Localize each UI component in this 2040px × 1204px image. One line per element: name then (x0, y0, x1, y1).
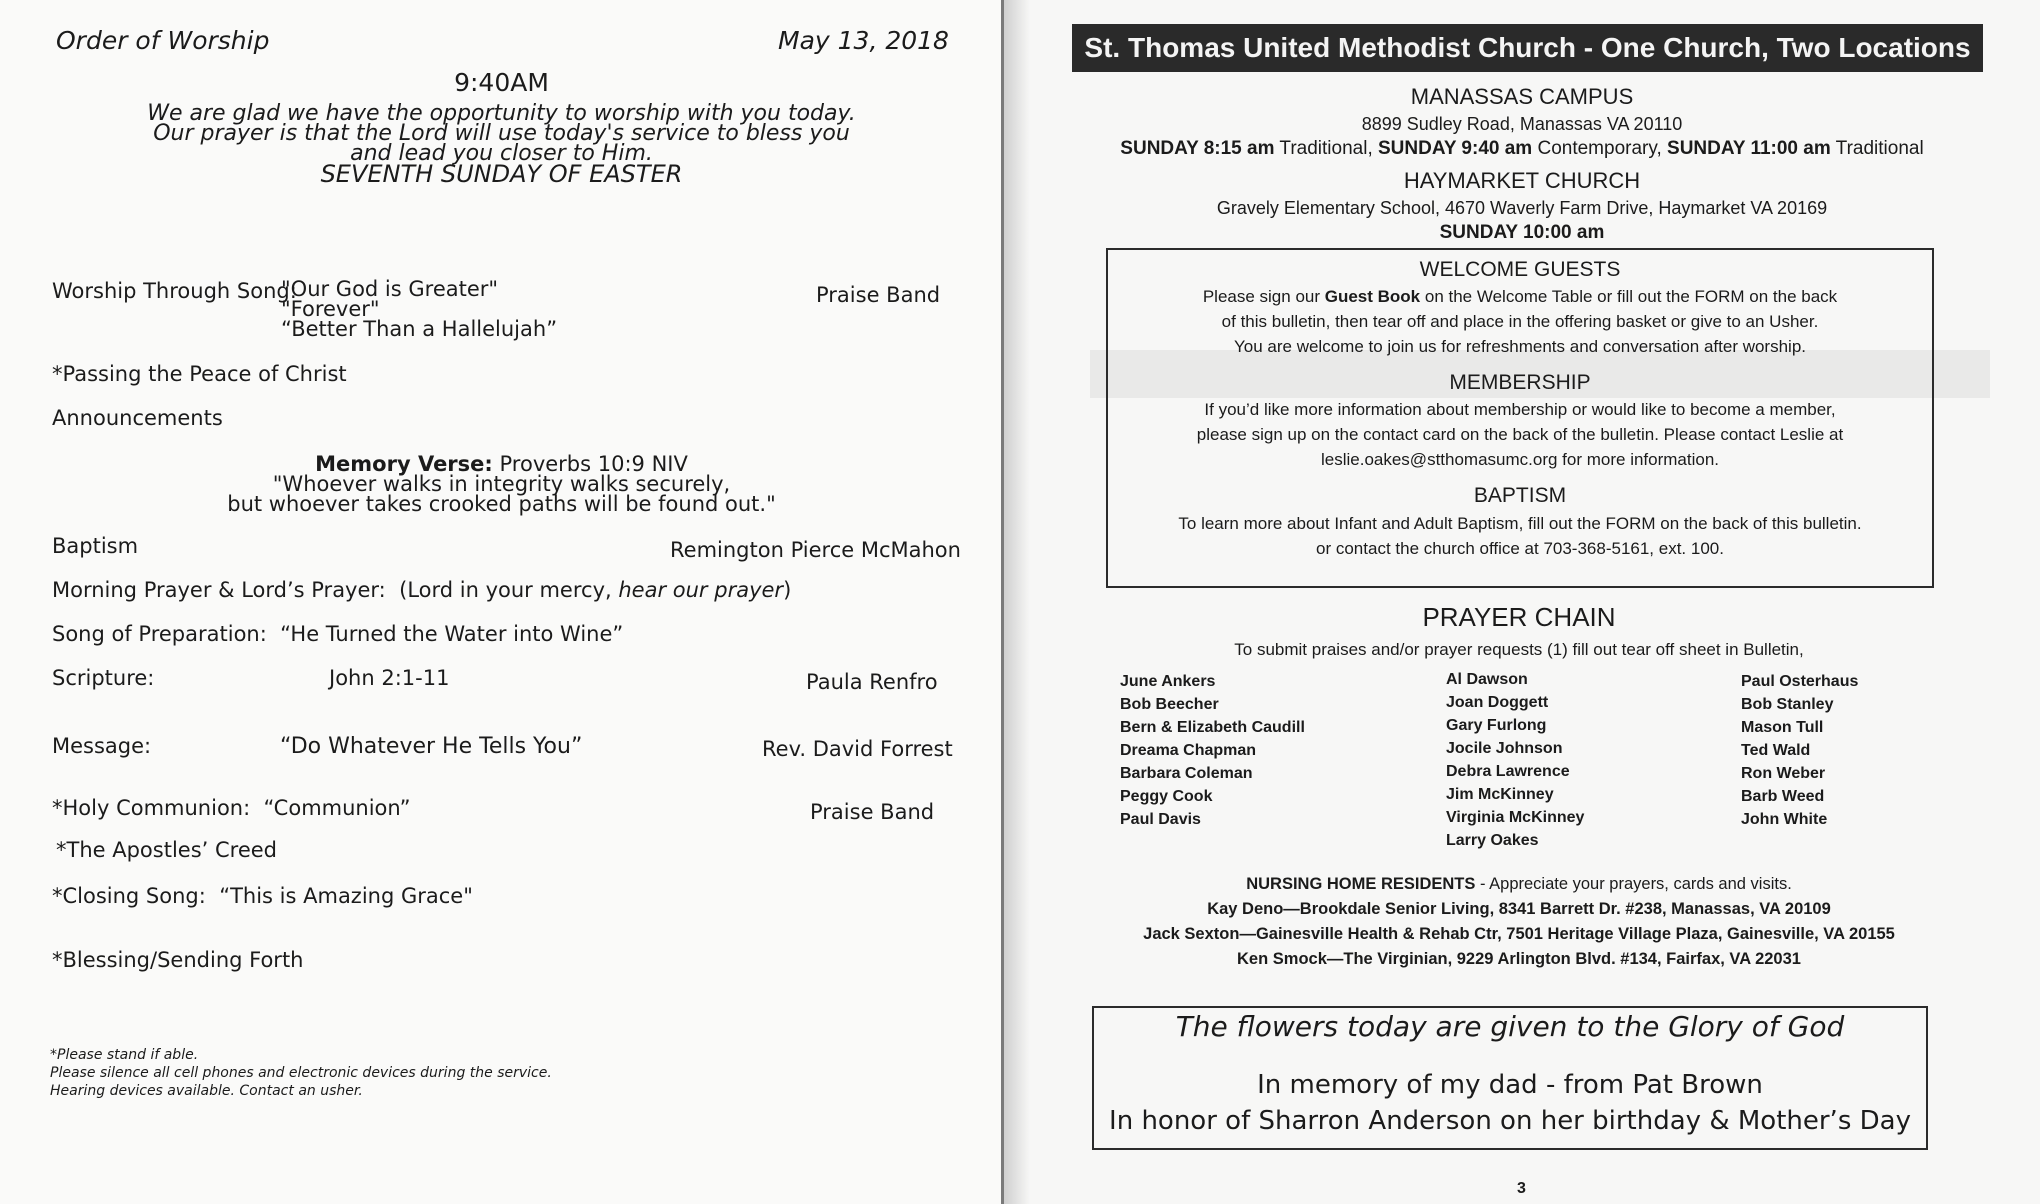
page-number: 3 (1517, 1180, 1526, 1197)
welcome-line: We are glad we have the opportunity to worship with you today. (147, 101, 856, 126)
haymarket-schedule: SUNDAY 10:00 am (1439, 222, 1605, 243)
haymarket-address: Gravely Elementary School, 4670 Waverly Farm Drive, Haymarket VA 20169 (1216, 198, 1828, 218)
church-banner: St. Thomas United Methodist Church - One Church, Two Locations (1072, 24, 1983, 72)
prayer-chain-name: Barb Weed (1741, 788, 1825, 805)
prayer-chain-title: PRAYER CHAIN (1422, 602, 1616, 632)
baptism-candidate: Remington Pierce McMahon (670, 538, 961, 562)
prayer-chain-name: Ron Weber (1741, 765, 1826, 782)
service-time: 9:40AM (454, 68, 549, 97)
closing-song (52, 884, 473, 908)
morning-prayer-response: (Lord in your mercy, (399, 578, 619, 602)
haymarket-church-title: HAYMARKET CHURCH (1403, 168, 1641, 193)
prayer-chain-name: Barbara Coleman (1120, 765, 1253, 782)
morning-prayer: Morning Prayer & Lord’s Prayer: (Lord in your mercy, hear our prayer) (52, 578, 792, 602)
closing-song-label: *Closing Song: (52, 884, 206, 908)
holy-communion-leader: Praise Band (810, 800, 935, 824)
note-line: Please silence all cell phones and electronic devices during the service. (50, 1065, 552, 1081)
prayer-chain-name: Joan Doggett (1446, 694, 1549, 711)
baptism-line: To learn more about Infant and Adult Baptism, fill out the FORM on the back of this bulletin. (1178, 514, 1862, 533)
order-of-worship-title: Order of Worship (56, 26, 270, 55)
welcome-guests-line: Please sign our Guest Book on the Welcome Table or fill out the FORM on the back (1202, 287, 1838, 306)
song-title: “Better Than a Hallelujah” (281, 317, 558, 341)
prayer-chain-name: Gary Furlong (1446, 717, 1547, 734)
welcome-guests-title: WELCOME GUESTS (1419, 258, 1621, 281)
prayer-chain-name: Bern & Elizabeth Caudill (1120, 719, 1305, 736)
memory-verse-label: Memory Verse: (315, 452, 493, 476)
prayer-chain-name: Virginia McKinney (1446, 809, 1585, 826)
memory-verse-line: but whoever takes crooked paths will be found out." (227, 492, 776, 516)
welcome-guests-line: of this bulletin, then tear off and place in the offering basket or give to an Usher. (1221, 312, 1819, 331)
message-title: “Do Whatever He Tells You” (280, 734, 583, 759)
prayer-chain-column-2 (1446, 668, 1584, 852)
welcome-message (0, 101, 1003, 188)
nursing-home-subtitle: - Appreciate your prayers, cards and visits. (1475, 875, 1792, 893)
welcome-guests-line: You are welcome to join us for refreshments and conversation after worship. (1234, 337, 1806, 356)
message-speaker: Rev. David Forrest (762, 737, 953, 761)
song-of-preparation-label: Song of Preparation: (52, 622, 267, 646)
membership-contact-email: leslie.oakes@stthomasumc.org for more information. (1320, 450, 1720, 469)
scripture-label: Scripture: (52, 666, 155, 690)
service-type: Traditional, (1274, 138, 1378, 159)
service-type: Contemporary, (1532, 138, 1668, 159)
worship-song-leader: Praise Band (816, 283, 941, 307)
nursing-home-residents (1004, 872, 2034, 972)
scripture-reader: Paula Renfro (806, 670, 938, 694)
song-of-preparation-title: “He Turned the Water into Wine” (280, 622, 624, 646)
prayer-chain-column-3 (1741, 670, 1858, 831)
baptism-label: Baptism (52, 534, 139, 558)
blessing-sending-forth: *Blessing/Sending Forth (52, 948, 304, 972)
worship-song-list (281, 279, 557, 339)
guest-book-emphasis: Guest Book (1324, 287, 1421, 306)
membership-line: If you’d like more information about membership or would like to become a member, (1204, 400, 1836, 419)
manassas-schedule (1004, 138, 2040, 160)
apostles-creed: *The Apostles’ Creed (56, 838, 278, 862)
message-label: Message: (52, 734, 152, 758)
nursing-home-resident: Ken Smock—The Virginian, 9229 Arlington Blvd. #134, Fairfax, VA 22031 (1237, 950, 1801, 968)
prayer-chain-instructions: To submit praises and/or prayer requests (1) fill out tear off sheet in Bulletin, (1234, 640, 1804, 659)
prayer-chain-name: Jim McKinney (1446, 786, 1554, 803)
song-title: "Our God is Greater" (281, 277, 499, 301)
prayer-chain-name: Mason Tull (1741, 719, 1824, 736)
prayer-chain-name: Larry Oakes (1446, 832, 1539, 849)
nursing-home-resident: Jack Sexton—Gainesville Health & Rehab Ctr, 7501 Heritage Village Plaza, Gainesville, VA 20155 (1143, 925, 1895, 943)
prayer-chain-column-1 (1120, 670, 1305, 831)
flowers-headline: The flowers today are given to the Glory of God (1175, 1010, 1845, 1043)
bulletin-date: May 13, 2018 (778, 26, 949, 55)
prayer-chain-name: Jocile Johnson (1446, 740, 1563, 757)
note-line: Hearing devices available. Contact an usher. (50, 1083, 363, 1099)
memory-verse-line: "Whoever walks in integrity walks securely, (272, 472, 731, 496)
service-day-time: SUNDAY 11:00 am (1667, 138, 1831, 159)
service-day-time: SUNDAY 8:15 am (1120, 138, 1275, 159)
manassas-address: 8899 Sudley Road, Manassas VA 20110 (1361, 114, 1683, 134)
prayer-chain-name: June Ankers (1120, 673, 1216, 690)
song-title: "Forever" (281, 297, 380, 321)
nursing-home-title: NURSING HOME RESIDENTS (1246, 875, 1476, 893)
prayer-chain-name: Debra Lawrence (1446, 763, 1570, 780)
memory-verse-reference: Proverbs 10:9 NIV (499, 452, 688, 476)
flowers-dedication: In honor of Sharron Anderson on her birthday & Mother’s Day (1109, 1106, 1911, 1136)
prayer-chain-name: Paul Osterhaus (1741, 673, 1859, 690)
nursing-home-resident: Kay Deno—Brookdale Senior Living, 8341 Barrett Dr. #238, Manassas, VA 20109 (1207, 900, 1831, 918)
prayer-chain-name: Bob Stanley (1741, 696, 1834, 713)
service-type: Traditional (1830, 138, 1924, 159)
closing-song-title: “This is Amazing Grace" (219, 884, 473, 908)
baptism-title: BAPTISM (1473, 484, 1567, 507)
song-of-preparation (52, 622, 623, 646)
prayer-chain-name: Ted Wald (1741, 742, 1811, 759)
scripture-reference: John 2:1-11 (329, 666, 450, 690)
membership-line: please sign up on the contact card on the back of the bulletin. Please contact Leslie at (1196, 425, 1844, 444)
manassas-campus-title: MANASSAS CAMPUS (1410, 84, 1634, 109)
announcements: Announcements (52, 406, 223, 430)
service-notes (50, 1046, 552, 1100)
memory-verse (0, 454, 1003, 514)
liturgical-occasion: SEVENTH SUNDAY OF EASTER (320, 160, 683, 188)
prayer-chain-name: Paul Davis (1120, 811, 1201, 828)
holy-communion-label: *Holy Communion: (52, 796, 251, 820)
prayer-chain-name: Al Dawson (1446, 671, 1528, 688)
passing-peace: *Passing the Peace of Christ (52, 362, 347, 386)
prayer-chain-name: John White (1741, 811, 1828, 828)
worship-song-label: Worship Through Song: (52, 279, 297, 303)
holy-communion-title: “Communion” (263, 796, 411, 820)
membership-title: MEMBERSHIP (1449, 371, 1591, 394)
morning-prayer-label: Morning Prayer & Lord’s Prayer: (52, 578, 386, 602)
prayer-chain-name: Peggy Cook (1120, 788, 1213, 805)
note-line: *Please stand if able. (50, 1047, 199, 1063)
prayer-chain-name: Dreama Chapman (1120, 742, 1257, 759)
holy-communion (52, 796, 410, 820)
flowers-dedication: In memory of my dad - from Pat Brown (1257, 1070, 1763, 1100)
baptism-contact-line: or contact the church office at 703-368-5161, ext. 100. (1316, 539, 1724, 558)
morning-prayer-response-italic: hear our prayer (618, 578, 784, 602)
prayer-chain-name: Bob Beecher (1120, 696, 1219, 713)
service-day-time: SUNDAY 9:40 am (1378, 138, 1533, 159)
welcome-line: and lead you closer to Him. (350, 141, 653, 166)
welcome-line: Our prayer is that the Lord will use today's service to bless you (153, 121, 850, 146)
